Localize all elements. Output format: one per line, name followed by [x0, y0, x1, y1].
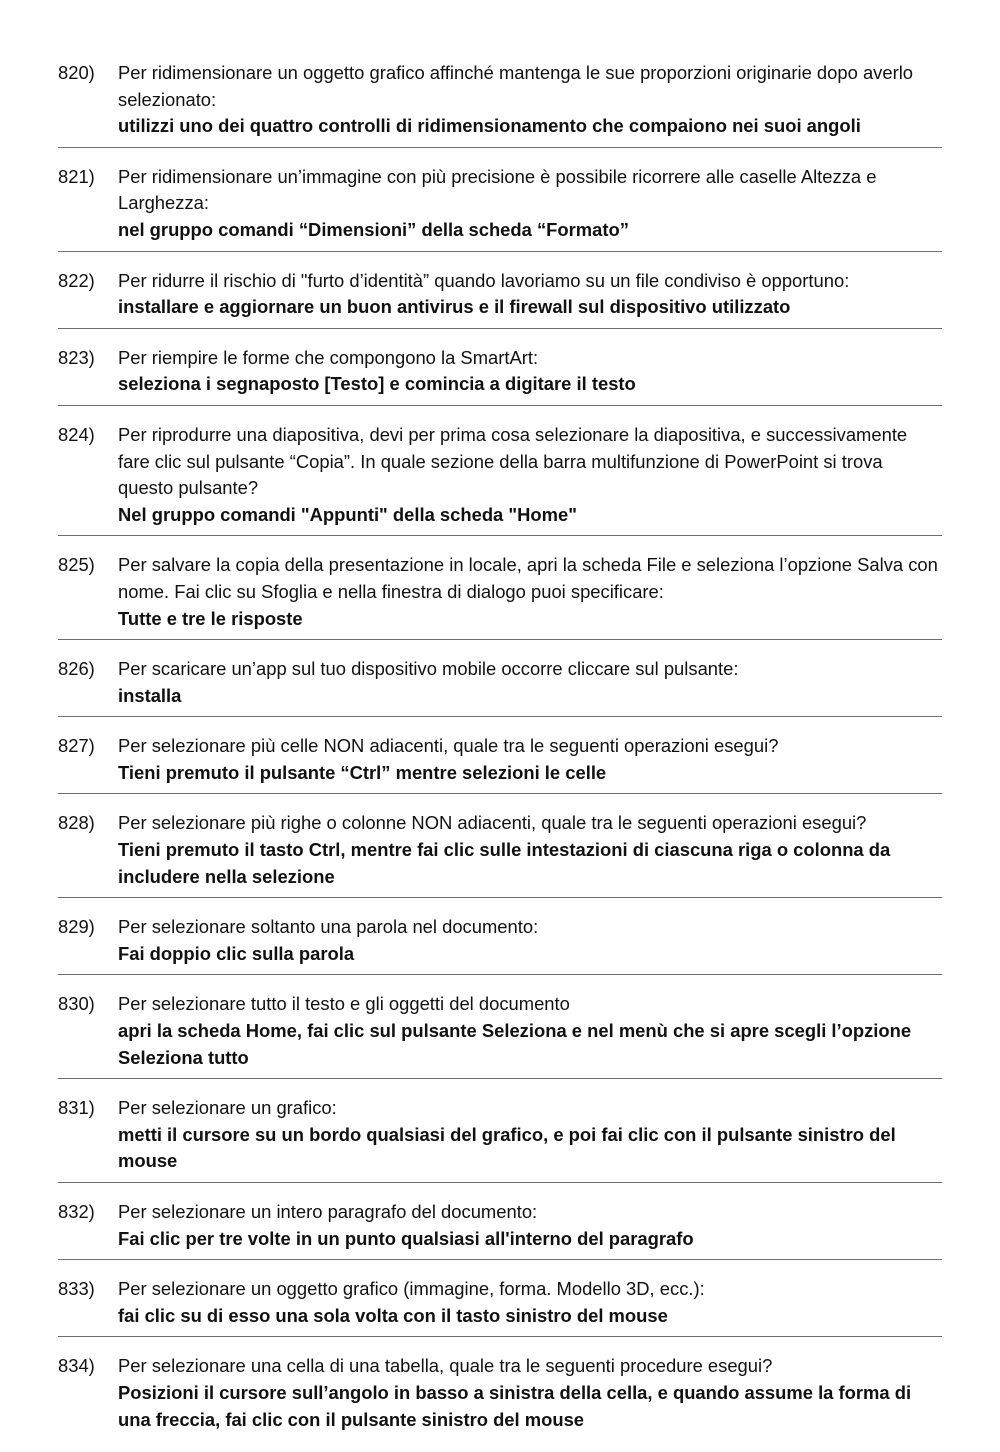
- question-item-825: [58, 548, 942, 640]
- question-item-832: [58, 1195, 942, 1260]
- answer-text: Tieni premuto il tasto Ctrl, mentre fai clic sulle intestazioni di ciascuna riga o colonna da includere nella selezione: [118, 839, 891, 887]
- question-content: [118, 552, 942, 632]
- question-text: Per selezionare tutto il testo e gli oggetti del documento: [118, 993, 570, 1015]
- question-text: Per selezionare una cella di una tabella, quale tra le seguenti procedure esegui?: [118, 1355, 773, 1377]
- answer-text: apri la scheda Home, fai clic sul pulsante Seleziona e nel menù che si apre scegli l’opzione Seleziona tutto: [118, 1020, 912, 1068]
- question-item-831: [58, 1091, 942, 1183]
- question-number: 827): [58, 735, 95, 757]
- question-content: [118, 422, 942, 528]
- question-number: 832): [58, 1201, 95, 1222]
- question-text: Per selezionare un oggetto grafico (immagine, forma. Modello 3D, ecc.):: [118, 1278, 705, 1300]
- question-text: Per scaricare un’app sul tuo dispositivo mobile occorre cliccare sul pulsante:: [118, 658, 739, 680]
- question-content: [118, 914, 942, 967]
- question-text: Per selezionare un intero paragrafo del documento:: [118, 1201, 538, 1222]
- question-number: 824): [58, 423, 95, 445]
- question-list: [58, 56, 942, 1452]
- question-item-821: [58, 160, 942, 252]
- question-content: [118, 164, 942, 244]
- question-text: Per salvare la copia della presentazione in locale, apri la scheda File e seleziona l’opzione Salva con nome. Fai clic su Sfoglia e nella finestra di dialogo puoi specificare:: [118, 554, 938, 602]
- question-content: [118, 268, 942, 321]
- question-item-820: [58, 56, 942, 148]
- answer-text: installare e aggiornare un buon antivirus e il firewall sul dispositivo utilizzato: [118, 296, 791, 318]
- question-text: Per riprodurre una diapositiva, devi per prima cosa selezionare la diapositiva, e successivamente fare clic sul pulsante “Copia”. In quale sezione della barra multifunzione di PowerPoint si trova questo pulsante?: [118, 423, 908, 499]
- question-number: 823): [58, 346, 95, 368]
- question-content: [118, 1095, 942, 1175]
- answer-text: fai clic su di esso una sola volta con il tasto sinistro del mouse: [118, 1304, 668, 1326]
- question-content: [118, 345, 942, 398]
- question-number: 834): [58, 1355, 95, 1377]
- question-content: [118, 810, 942, 890]
- question-item-826: [58, 652, 942, 717]
- answer-text: Tutte e tre le risposte: [118, 607, 303, 629]
- question-item-828: [58, 806, 942, 898]
- question-text: Per riempire le forme che compongono la SmartArt:: [118, 346, 539, 368]
- question-item-833: [58, 1272, 942, 1337]
- question-number: 826): [58, 658, 95, 680]
- question-text: Per selezionare soltanto una parola nel documento:: [118, 916, 539, 938]
- question-number: 831): [58, 1097, 95, 1119]
- answer-text: nel gruppo comandi “Dimensioni” della scheda “Formato”: [118, 218, 629, 240]
- question-content: [118, 1353, 942, 1433]
- answer-text: Fai clic per tre volte in un punto qualsiasi all'interno del paragrafo: [118, 1227, 694, 1249]
- question-content: [118, 1199, 942, 1252]
- question-content: [118, 60, 942, 140]
- question-item-834: [58, 1349, 942, 1440]
- question-number: 822): [58, 269, 95, 291]
- question-number: 828): [58, 812, 95, 834]
- answer-text: seleziona i segnaposto [Testo] e comincia a digitare il testo: [118, 373, 636, 395]
- answer-text: Posizioni il cursore sull’angolo in basso a sinistra della cella, e quando assume la forma di una freccia, fai clic con il pulsante sinistro del mouse: [118, 1381, 912, 1430]
- question-number: 833): [58, 1278, 95, 1300]
- question-content: [118, 1276, 942, 1329]
- question-text: Per ridurre il rischio di "furto d’identità” quando lavoriamo su un file condiviso è opportuno:: [118, 269, 850, 291]
- question-content: [118, 733, 942, 786]
- question-text: Per ridimensionare un oggetto grafico affinché mantenga le sue proporzioni originarie dopo averlo selezionato:: [118, 62, 914, 110]
- question-number: 825): [58, 554, 95, 576]
- question-item-829: [58, 910, 942, 975]
- question-text: Per ridimensionare un’immagine con più precisione è possibile ricorrere alle caselle Altezza e Larghezza:: [118, 165, 877, 214]
- question-content: [118, 991, 942, 1071]
- question-text: Per selezionare un grafico:: [118, 1097, 337, 1119]
- answer-text: Tieni premuto il pulsante “Ctrl” mentre selezioni le celle: [118, 761, 607, 783]
- question-number: 820): [58, 62, 95, 83]
- answer-text: Nel gruppo comandi "Appunti" della scheda "Home": [118, 503, 577, 525]
- question-item-823: [58, 341, 942, 406]
- question-number: 830): [58, 993, 95, 1015]
- question-item-822: [58, 264, 942, 329]
- answer-text: utilizzi uno dei quattro controlli di ridimensionamento che compaiono nei suoi angoli: [118, 115, 861, 137]
- question-item-827: [58, 729, 942, 794]
- question-content: [118, 656, 942, 709]
- answer-text: installa: [118, 684, 182, 706]
- question-text: Per selezionare più celle NON adiacenti, quale tra le seguenti operazioni esegui?: [118, 735, 779, 757]
- question-text: Per selezionare più righe o colonne NON adiacenti, quale tra le seguenti operazioni esegui?: [118, 812, 867, 834]
- question-number: 821): [58, 165, 95, 187]
- question-number: 829): [58, 916, 95, 938]
- question-item-824: [58, 418, 942, 536]
- answer-text: Fai doppio clic sulla parola: [118, 942, 355, 964]
- question-item-830: [58, 987, 942, 1079]
- answer-text: metti il cursore su un bordo qualsiasi del grafico, e poi fai clic con il pulsante sinistro del mouse: [118, 1123, 896, 1172]
